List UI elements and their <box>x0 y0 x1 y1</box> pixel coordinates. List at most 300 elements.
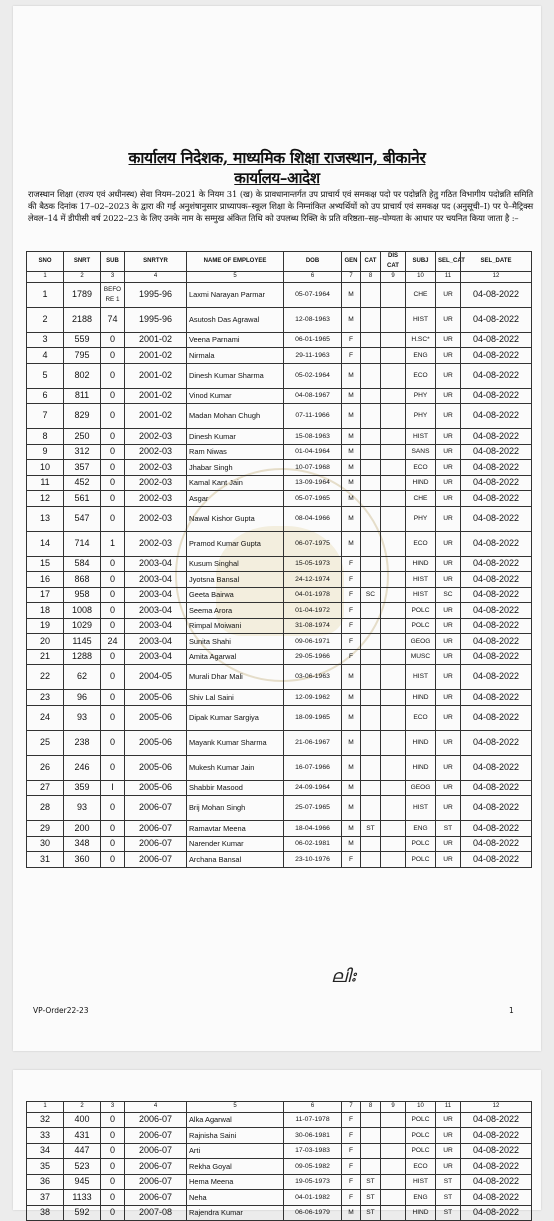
cell-dis-cat: DIS CAT <box>381 252 406 272</box>
order-page-1 <box>13 6 541 1051</box>
cell-sel-date: 04-08-2022 <box>461 404 532 429</box>
order-page-2 <box>13 1070 541 1217</box>
cell-cat <box>361 1143 381 1159</box>
cell-sel-cat: ST <box>436 1190 461 1206</box>
cell-dis-cat <box>381 690 406 706</box>
cell-sel-cat: UR <box>436 780 461 796</box>
cell-dis-cat <box>381 506 406 531</box>
cell-sel-date: 04-08-2022 <box>461 332 532 348</box>
cell-gen: M <box>342 404 361 429</box>
cell-dob: 09-06-1971 <box>284 634 342 650</box>
cell-sub: 0 <box>101 603 125 619</box>
cell-snrtyr: 2006-07 <box>125 796 187 821</box>
cell-sel-cat: SC <box>436 587 461 603</box>
cell-subj: POLC <box>406 1128 436 1144</box>
cell-sel-date: 04-08-2022 <box>461 603 532 619</box>
cell-subj: HIND <box>406 556 436 572</box>
cell-snrtyr: 2006-07 <box>125 1159 187 1175</box>
cell-gen: F <box>342 1112 361 1128</box>
cell-sel-date: 04-08-2022 <box>461 307 532 332</box>
cell-cat <box>361 755 381 780</box>
cell-snrt: 238 <box>64 730 101 755</box>
cell-snrt: 400 <box>64 1112 101 1128</box>
cell-dob: 25-07-1965 <box>284 796 342 821</box>
cell-subj: HIST <box>406 429 436 445</box>
cell-dis-cat <box>381 1112 406 1128</box>
cell-cat <box>361 572 381 588</box>
cell-subj: H.SC* <box>406 332 436 348</box>
cell-employee-name: Nawal Kishor Gupta <box>187 506 284 531</box>
cell-sel-cat: ST <box>436 1174 461 1190</box>
cell-sel-cat: UR <box>436 307 461 332</box>
cell-snrt: 795 <box>64 348 101 364</box>
cell-dis-cat <box>381 460 406 476</box>
cell-dis-cat <box>381 556 406 572</box>
cell-cat <box>361 388 381 404</box>
cell-employee-name: Laxmi Narayan Parmar <box>187 282 284 307</box>
cell-sub: 0 <box>101 1174 125 1190</box>
cell-cat: SC <box>361 587 381 603</box>
cell-sno: 21 <box>27 649 64 665</box>
table-row <box>27 348 532 364</box>
cell-dis-cat: 9 <box>381 1102 406 1113</box>
cell-employee-name: Asgar <box>187 491 284 507</box>
cell-employee-name: Dipak Kumar Sargiya <box>187 705 284 730</box>
cell-cat: ST <box>361 1174 381 1190</box>
cell-sel-cat: UR <box>436 730 461 755</box>
cell-snrtyr: 4 <box>125 272 187 283</box>
cell-sub: 0 <box>101 730 125 755</box>
cell-snrt: 93 <box>64 705 101 730</box>
cell-sel-cat: UR <box>436 363 461 388</box>
cell-cat <box>361 556 381 572</box>
cell-snrt: 312 <box>64 444 101 460</box>
cell-sel-cat: UR <box>436 475 461 491</box>
cell-cat <box>361 475 381 491</box>
cell-snrtyr: 2001-02 <box>125 388 187 404</box>
cell-cat <box>361 307 381 332</box>
cell-cat <box>361 796 381 821</box>
cell-sel-date: 04-08-2022 <box>461 665 532 690</box>
order-heading: कार्यालय–आदेश <box>234 169 320 187</box>
cell-employee-name: Seema Arora <box>187 603 284 619</box>
cell-employee-name: Madan Mohan Chugh <box>187 404 284 429</box>
cell-dob: 04-01-1982 <box>284 1190 342 1206</box>
cell-dis-cat <box>381 1190 406 1206</box>
cell-cat: CAT <box>361 252 381 272</box>
intro-paragraph: राजस्थान शिक्षा (राज्य एवं अधीनस्थ) सेवा नियम–2021 के नियम 31 (ख) के प्रावधानान्तर्गत उप प्राचार्य एवं समकक्ष पदो पर पदोन्नति हेतु गठित विभागीय पदोन्नति समिति की बैठक दिनांक 17–02–2023 के द्वारा की गई अनुशंषानुसार प्राध्यापक–स्कूल शिक्षा के निम्नांकित अभ्यर्थियों को उप प्राचार्य एवं समकक्ष पद (अनुसूची–I) पर पे–मैट्रिक्स लेवल–14 में डीपीसी वर्ष 2022–23 के लिए उनके नाम के सम्मुख अंकित तिथि को उपलब्ध रिक्ति के प्रति वरिष्ठता–सह–योग्यता के आधार पर चयनित किया जाता है :– <box>28 189 533 223</box>
cell-sel-cat: SEL_CAT <box>436 252 461 272</box>
cell-sno: 33 <box>27 1128 64 1144</box>
cell-sub: BEFO RE 1 <box>101 282 125 307</box>
cell-snrtyr: 2001-02 <box>125 363 187 388</box>
cell-sel-date: 04-08-2022 <box>461 348 532 364</box>
cell-dob: 19-05-1973 <box>284 1174 342 1190</box>
cell-subj: POLC <box>406 618 436 634</box>
cell-sno: 18 <box>27 603 64 619</box>
cell-sno: 35 <box>27 1159 64 1175</box>
cell-snrtyr: 2002-03 <box>125 444 187 460</box>
cell-snrt: 2 <box>64 1102 101 1113</box>
cell-dob: 07-11-1966 <box>284 404 342 429</box>
cell-sub: 0 <box>101 348 125 364</box>
cell-dob: 04-08-1967 <box>284 388 342 404</box>
cell-sel-cat: UR <box>436 404 461 429</box>
cell-snrtyr: 2006-07 <box>125 821 187 837</box>
cell-cat <box>361 404 381 429</box>
cell-snrtyr: 2002-03 <box>125 491 187 507</box>
cell-employee-name: Alka Agarwal <box>187 1112 284 1128</box>
cell-sno: 20 <box>27 634 64 650</box>
cell-sel-date: 04-08-2022 <box>461 1128 532 1144</box>
cell-cat <box>361 460 381 476</box>
cell-sno: 9 <box>27 444 64 460</box>
cell-gen: M <box>342 388 361 404</box>
cell-snrtyr: 2003-04 <box>125 649 187 665</box>
table-row <box>27 587 532 603</box>
cell-sno: 37 <box>27 1190 64 1206</box>
cell-sub: 0 <box>101 705 125 730</box>
cell-employee-name: Neha <box>187 1190 284 1206</box>
cell-sel-cat: UR <box>436 388 461 404</box>
cell-employee-name: Vinod Kumar <box>187 388 284 404</box>
cell-sno: 5 <box>27 363 64 388</box>
cell-subj: ECO <box>406 1159 436 1175</box>
table-row <box>27 572 532 588</box>
cell-subj: POLC <box>406 836 436 852</box>
cell-subj: 10 <box>406 272 436 283</box>
cell-sel-date: 04-08-2022 <box>461 618 532 634</box>
cell-subj: ECO <box>406 705 436 730</box>
cell-sel-cat: UR <box>436 348 461 364</box>
cell-subj: POLC <box>406 1112 436 1128</box>
cell-sub: 0 <box>101 1205 125 1221</box>
cell-cat <box>361 348 381 364</box>
cell-gen: M <box>342 705 361 730</box>
cell-sno: 1 <box>27 1102 64 1113</box>
cell-cat <box>361 649 381 665</box>
cell-snrtyr: 2006-07 <box>125 1143 187 1159</box>
cell-snrtyr: 2005-06 <box>125 705 187 730</box>
cell-dis-cat <box>381 348 406 364</box>
cell-subj: MUSC <box>406 649 436 665</box>
cell-snrt: 348 <box>64 836 101 852</box>
cell-sel-date: 04-08-2022 <box>461 460 532 476</box>
cell-snrt: 1008 <box>64 603 101 619</box>
cell-dis-cat <box>381 572 406 588</box>
cell-dob: 21-06-1967 <box>284 730 342 755</box>
cell-dis-cat <box>381 363 406 388</box>
cell-sub: 0 <box>101 332 125 348</box>
cell-sno: 32 <box>27 1112 64 1128</box>
cell-gen: F <box>342 852 361 868</box>
cell-sno: 2 <box>27 307 64 332</box>
cell-sel-cat: UR <box>436 618 461 634</box>
cell-dob: 12-09-1962 <box>284 690 342 706</box>
cell-dis-cat <box>381 730 406 755</box>
cell-sub: 0 <box>101 821 125 837</box>
cell-subj: CHE <box>406 282 436 307</box>
cell-dob: 06-02-1981 <box>284 836 342 852</box>
cell-snrtyr: SNRTYR <box>125 252 187 272</box>
cell-sel-date: 04-08-2022 <box>461 796 532 821</box>
cell-dis-cat <box>381 1143 406 1159</box>
cell-snrt: 714 <box>64 531 101 556</box>
cell-dis-cat <box>381 332 406 348</box>
cell-subj: HIST <box>406 572 436 588</box>
cell-sub: 24 <box>101 634 125 650</box>
cell-snrt: 561 <box>64 491 101 507</box>
cell-subj: ECO <box>406 531 436 556</box>
cell-subj: HIND <box>406 475 436 491</box>
cell-gen: M <box>342 475 361 491</box>
cell-sel-cat: UR <box>436 1143 461 1159</box>
cell-snrtyr: 2003-04 <box>125 634 187 650</box>
cell-subj: HIST <box>406 796 436 821</box>
cell-sub: 0 <box>101 460 125 476</box>
cell-sel-cat: UR <box>436 556 461 572</box>
cell-gen: M <box>342 491 361 507</box>
cell-cat <box>361 506 381 531</box>
cell-sel-cat: UR <box>436 755 461 780</box>
table-column-number-row <box>27 272 532 283</box>
cell-sno: 4 <box>27 348 64 364</box>
cell-dis-cat <box>381 444 406 460</box>
cell-sub: 3 <box>101 1102 125 1113</box>
cell-snrt: 811 <box>64 388 101 404</box>
cell-snrtyr: 2001-02 <box>125 332 187 348</box>
cell-subj: ECO <box>406 460 436 476</box>
cell-sel-date: 04-08-2022 <box>461 836 532 852</box>
cell-cat: ST <box>361 1190 381 1206</box>
cell-employee-name: Rajendra Kumar <box>187 1205 284 1221</box>
cell-employee-name: Kamal Kant Jain <box>187 475 284 491</box>
cell-subj: CHE <box>406 491 436 507</box>
cell-sel-date: 04-08-2022 <box>461 821 532 837</box>
cell-sub: 0 <box>101 665 125 690</box>
table-row <box>27 649 532 665</box>
cell-gen: F <box>342 1128 361 1144</box>
cell-employee-name: Archana Bansal <box>187 852 284 868</box>
cell-sub: 0 <box>101 429 125 445</box>
cell-dob: 01-04-1964 <box>284 444 342 460</box>
cell-employee-name: Dinesh Kumar Sharma <box>187 363 284 388</box>
cell-gen: M <box>342 780 361 796</box>
cell-sel-date: 04-08-2022 <box>461 730 532 755</box>
cell-sub: 0 <box>101 556 125 572</box>
cell-sno: 34 <box>27 1143 64 1159</box>
cell-gen: M <box>342 506 361 531</box>
cell-employee-name: Arti <box>187 1143 284 1159</box>
cell-snrtyr: 2003-04 <box>125 603 187 619</box>
cell-cat <box>361 1128 381 1144</box>
cell-cat <box>361 1112 381 1128</box>
cell-dis-cat <box>381 836 406 852</box>
cell-subj: ENG <box>406 821 436 837</box>
cell-gen: M <box>342 444 361 460</box>
table-row <box>27 1143 532 1159</box>
table-row <box>27 755 532 780</box>
cell-cat: 8 <box>361 1102 381 1113</box>
cell-cat <box>361 836 381 852</box>
cell-sno: 17 <box>27 587 64 603</box>
cell-snrtyr: 2003-04 <box>125 556 187 572</box>
cell-dob: 29-11-1963 <box>284 348 342 364</box>
cell-dob: 01-04-1972 <box>284 603 342 619</box>
cell-gen: F <box>342 1143 361 1159</box>
cell-subj: POLC <box>406 603 436 619</box>
cell-sel-date: 04-08-2022 <box>461 705 532 730</box>
cell-sub: 0 <box>101 755 125 780</box>
cell-sel-date: 04-08-2022 <box>461 531 532 556</box>
cell-employee-name: 5 <box>187 1102 284 1113</box>
cell-gen: M <box>342 1205 361 1221</box>
cell-sel-date: 04-08-2022 <box>461 1205 532 1221</box>
table-row <box>27 821 532 837</box>
table-row <box>27 1205 532 1221</box>
cell-snrt: 357 <box>64 460 101 476</box>
cell-subj: HIST <box>406 587 436 603</box>
cell-subj: GEOG <box>406 634 436 650</box>
cell-employee-name: NAME OF EMPLOYEE <box>187 252 284 272</box>
cell-cat <box>361 491 381 507</box>
cell-snrt: 2 <box>64 272 101 283</box>
cell-sub: I <box>101 780 125 796</box>
cell-subj: HIST <box>406 307 436 332</box>
cell-gen: F <box>342 649 361 665</box>
cell-employee-name: Mayank Kumar Sharma <box>187 730 284 755</box>
cell-sno: 10 <box>27 460 64 476</box>
cell-sno: 3 <box>27 332 64 348</box>
cell-sel-cat: UR <box>436 531 461 556</box>
cell-snrtyr: 2002-03 <box>125 429 187 445</box>
cell-cat <box>361 665 381 690</box>
cell-sel-cat: UR <box>436 332 461 348</box>
cell-sub: 0 <box>101 404 125 429</box>
cell-subj: HIND <box>406 730 436 755</box>
cell-snrt: 2188 <box>64 307 101 332</box>
cell-employee-name: Mukesh Kumar Jain <box>187 755 284 780</box>
cell-dis-cat <box>381 491 406 507</box>
cell-sel-cat: UR <box>436 836 461 852</box>
cell-snrtyr: 2002-03 <box>125 475 187 491</box>
cell-sno: 22 <box>27 665 64 690</box>
cell-sno: 28 <box>27 796 64 821</box>
cell-dob: 30-06-1981 <box>284 1128 342 1144</box>
cell-sub: 0 <box>101 1190 125 1206</box>
cell-snrtyr: 1995-96 <box>125 282 187 307</box>
cell-employee-name: Amita Agarwal <box>187 649 284 665</box>
cell-sel-date: 04-08-2022 <box>461 852 532 868</box>
cell-sel-cat: 11 <box>436 272 461 283</box>
cell-snrtyr: 2002-03 <box>125 506 187 531</box>
cell-dob: 13-09-1964 <box>284 475 342 491</box>
cell-sub: 0 <box>101 388 125 404</box>
table-row <box>27 796 532 821</box>
table-row <box>27 1159 532 1175</box>
cell-cat <box>361 282 381 307</box>
cell-sno: 38 <box>27 1205 64 1221</box>
table-row <box>27 1174 532 1190</box>
table-row <box>27 705 532 730</box>
cell-dis-cat <box>381 821 406 837</box>
cell-employee-name: Jyotsna Bansal <box>187 572 284 588</box>
cell-sel-cat: UR <box>436 603 461 619</box>
cell-snrt: 868 <box>64 572 101 588</box>
cell-gen: M <box>342 796 361 821</box>
cell-gen: M <box>342 460 361 476</box>
cell-sel-date: 04-08-2022 <box>461 1190 532 1206</box>
table-row <box>27 332 532 348</box>
cell-sno: 11 <box>27 475 64 491</box>
cell-sno: 13 <box>27 506 64 531</box>
cell-gen: F <box>342 348 361 364</box>
cell-snrt: 958 <box>64 587 101 603</box>
cell-dob: 06-06-1979 <box>284 1205 342 1221</box>
cell-sel-date: 04-08-2022 <box>461 649 532 665</box>
cell-sno: 24 <box>27 705 64 730</box>
cell-sel-cat: UR <box>436 444 461 460</box>
cell-subj: ENG <box>406 348 436 364</box>
cell-dob: 15-08-1963 <box>284 429 342 445</box>
cell-sub: 0 <box>101 363 125 388</box>
cell-subj: PHY <box>406 404 436 429</box>
table-row <box>27 618 532 634</box>
selection-table-page-2 <box>26 1101 532 1221</box>
table-column-number-row <box>27 1102 532 1113</box>
cell-sno: 16 <box>27 572 64 588</box>
cell-dis-cat <box>381 755 406 780</box>
cell-sel-date: 04-08-2022 <box>461 572 532 588</box>
cell-gen: M <box>342 531 361 556</box>
cell-dis-cat <box>381 475 406 491</box>
cell-employee-name: Brij Mohan Singh <box>187 796 284 821</box>
cell-snrtyr: 2004-05 <box>125 665 187 690</box>
cell-cat <box>361 603 381 619</box>
cell-snrtyr: 2005-06 <box>125 780 187 796</box>
cell-dob: 24-09-1964 <box>284 780 342 796</box>
cell-snrt: 246 <box>64 755 101 780</box>
cell-dis-cat <box>381 388 406 404</box>
cell-subj: PHY <box>406 506 436 531</box>
cell-gen: M <box>342 755 361 780</box>
cell-gen: F <box>342 556 361 572</box>
cell-snrt: 945 <box>64 1174 101 1190</box>
cell-snrt: 1288 <box>64 649 101 665</box>
cell-sel-cat: UR <box>436 705 461 730</box>
cell-dob: 31-08-1974 <box>284 618 342 634</box>
cell-snrt: 62 <box>64 665 101 690</box>
cell-sel-cat: UR <box>436 796 461 821</box>
cell-dis-cat <box>381 603 406 619</box>
cell-employee-name: Kusum Singhal <box>187 556 284 572</box>
cell-subj: HIST <box>406 665 436 690</box>
cell-dob: 08-04-1966 <box>284 506 342 531</box>
cell-dis-cat <box>381 705 406 730</box>
cell-sel-date: 04-08-2022 <box>461 444 532 460</box>
cell-sel-date: 04-08-2022 <box>461 282 532 307</box>
cell-employee-name: Hema Meena <box>187 1174 284 1190</box>
table-row <box>27 665 532 690</box>
cell-dob: 17-03-1983 <box>284 1143 342 1159</box>
table-header-row <box>27 252 532 272</box>
cell-sub: 0 <box>101 796 125 821</box>
cell-subj: SUBJ <box>406 252 436 272</box>
cell-sno: 14 <box>27 531 64 556</box>
cell-snrtyr: 2001-02 <box>125 404 187 429</box>
cell-sno: 26 <box>27 755 64 780</box>
cell-sel-cat: UR <box>436 634 461 650</box>
